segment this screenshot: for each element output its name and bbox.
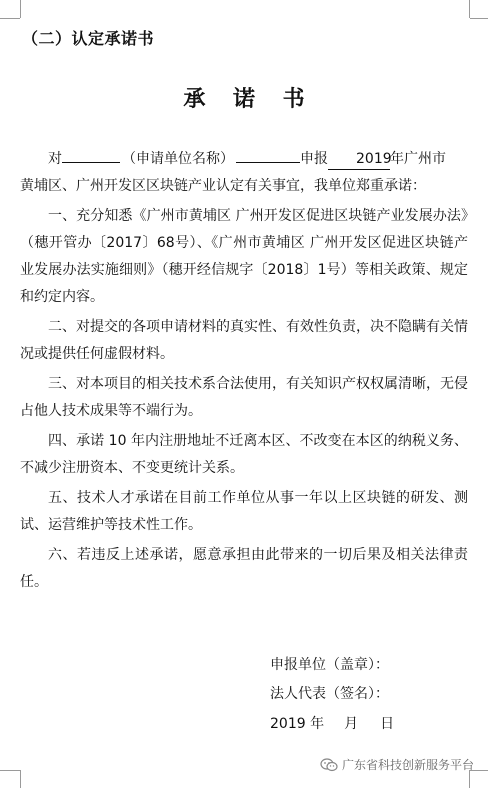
commitment-body — [20, 146, 468, 599]
commitment-item-5: 五、技术人才承诺在目前工作单位从事一年以上区块链的研发、测试、运营维护等技术性工作。 — [20, 490, 468, 533]
section-heading: （二）认定承诺书 — [22, 29, 155, 48]
signature-legal-rep: 法人代表（签名）： — [270, 686, 389, 702]
applicant-blank-left — [62, 162, 120, 163]
intro-suffix: 年广州市 — [390, 151, 446, 167]
commitment-item-4: 四、承诺 10 年内注册地址不迁离本区、不改变在本区的纳税义务、不减少注册资本、不变更统计关系。 — [20, 433, 468, 476]
date-month: 月 — [344, 716, 359, 732]
crop-mark — [0, 18, 20, 19]
intro-line — [20, 146, 468, 173]
intro-report-text: 申报 — [300, 151, 328, 167]
date-day: 日 — [380, 716, 395, 732]
applicant-blank-right — [236, 162, 300, 163]
crop-mark — [470, 18, 488, 19]
applicant-placeholder: （申请单位名称） — [122, 151, 234, 167]
date-year: 2019 年 — [270, 716, 325, 732]
crop-mark — [0, 770, 20, 771]
intro-prefix: 对 — [48, 151, 62, 167]
commitment-item-2: 二、对提交的各项申请材料的真实性、有效性负责，决不隐瞒有关情况或提供任何虚假材料。 — [20, 319, 468, 362]
signature-unit: 申报单位（盖章）： — [270, 657, 389, 673]
crop-mark — [469, 0, 470, 18]
commitment-item-3: 三、对本项目的相关技术系合法使用，有关知识产权权属清晰，无侵占他人技术成果等不端行为。 — [20, 376, 468, 419]
crop-mark — [20, 770, 21, 788]
commitment-item-1: 一、充分知悉《广州市黄埔区 广州开发区促进区块链产业发展办法》（穗开管办〔2017〕68号）、《广州市黄埔区 广州开发区促进区块链产业发展办法实施细则》（穗开经信规字〔2018〕1号）等相关政策、规定和约定内容。 — [20, 208, 468, 305]
watermark-text: 广东省科技创新服务平台 — [341, 758, 474, 772]
document-title: 承 诺 书 — [183, 87, 315, 112]
watermark — [320, 756, 474, 773]
year-field: 2019 — [328, 149, 390, 170]
signature-date — [270, 714, 394, 734]
crop-mark — [20, 0, 21, 18]
intro-continuation: 黄埔区、广州开发区区块链产业认定有关事宜，我单位郑重承诺： — [20, 178, 426, 194]
commitment-item-6: 六、若违反上述承诺，愿意承担由此带来的一切后果及相关法律责任。 — [20, 547, 468, 590]
wechat-icon — [320, 758, 338, 772]
